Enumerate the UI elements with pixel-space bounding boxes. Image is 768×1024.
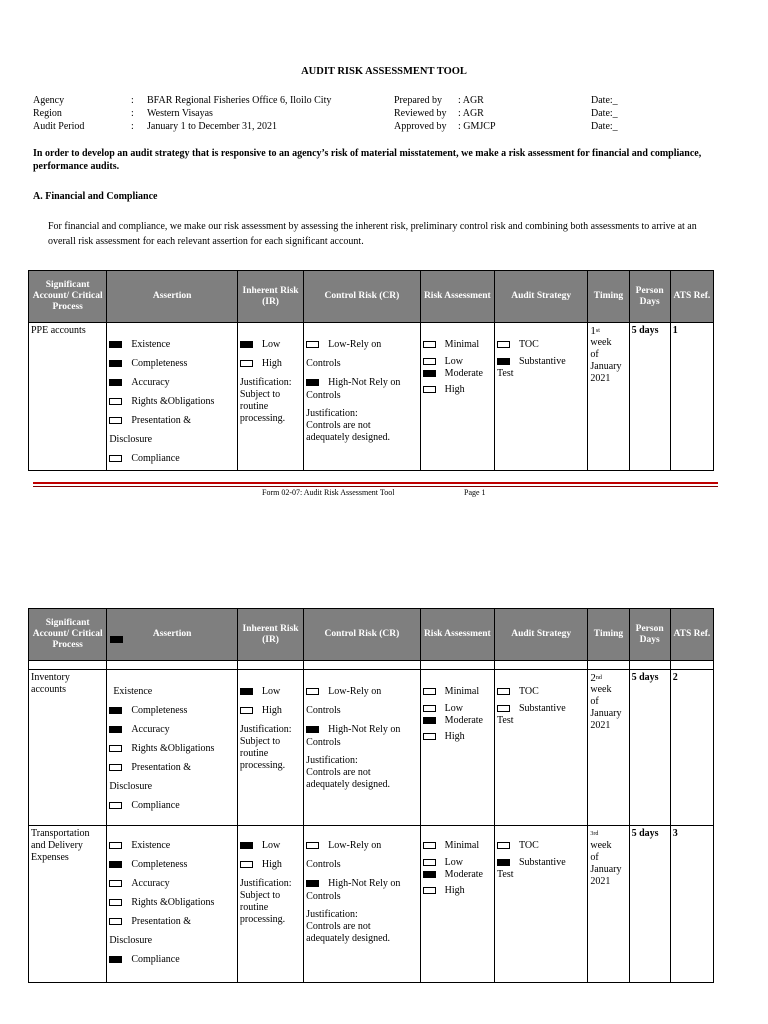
checkbox-unchecked[interactable] bbox=[497, 688, 510, 695]
as-substantive: Substantive bbox=[518, 356, 566, 367]
checkbox-unchecked[interactable] bbox=[109, 899, 122, 906]
cr-justification-text: adequately designed. bbox=[306, 779, 391, 790]
assertion-disclosure: Disclosure bbox=[109, 434, 153, 445]
col-header-timing: Timing bbox=[588, 609, 629, 661]
cr-high: High-Not Rely on bbox=[328, 377, 401, 388]
assertion-cell bbox=[107, 670, 238, 826]
cr-justification-text: adequately designed. bbox=[306, 933, 391, 944]
table-header-row bbox=[29, 609, 714, 661]
assertion-existence: Existence bbox=[131, 339, 171, 350]
checkbox-checked[interactable] bbox=[109, 341, 122, 348]
colon: : bbox=[131, 108, 134, 119]
as-test: Test bbox=[496, 368, 514, 379]
ra-high: High bbox=[444, 731, 465, 742]
cr-controls: Controls bbox=[306, 390, 341, 401]
checkbox-unchecked[interactable] bbox=[109, 745, 122, 752]
region-label: Region bbox=[33, 108, 62, 119]
assertion-completeness: Completeness bbox=[131, 705, 188, 716]
checkbox-unchecked[interactable] bbox=[497, 705, 510, 712]
person-days-cell: 5 days bbox=[629, 323, 670, 471]
col-header-timing: Timing bbox=[588, 271, 629, 323]
cr-justification: Justification: bbox=[306, 408, 358, 419]
section-heading: A. Financial and Compliance bbox=[33, 191, 158, 202]
cr-low: Low-Rely on bbox=[328, 339, 382, 350]
checkbox-unchecked[interactable] bbox=[109, 802, 122, 809]
table-header-row bbox=[29, 271, 714, 323]
checkbox-unchecked[interactable] bbox=[306, 842, 319, 849]
col-header-audit-strategy: Audit Strategy bbox=[494, 271, 587, 323]
risk-assessment-cell bbox=[420, 670, 494, 826]
col-header-control-risk: Control Risk (CR) bbox=[304, 271, 421, 323]
checkbox-unchecked[interactable] bbox=[423, 688, 436, 695]
ra-minimal: Minimal bbox=[444, 840, 480, 851]
table-row bbox=[29, 826, 714, 983]
colon: : bbox=[131, 121, 134, 132]
col-header-control-risk: Control Risk (CR) bbox=[304, 609, 421, 661]
checkbox-unchecked[interactable] bbox=[497, 341, 510, 348]
checkbox-checked[interactable] bbox=[109, 956, 122, 963]
checkbox-checked[interactable] bbox=[497, 358, 510, 365]
ir-high: High bbox=[261, 358, 282, 369]
ra-moderate: Moderate bbox=[444, 368, 483, 379]
section-paragraph: For financial and compliance, we make our risk assessment by assessing the inherent risk, preliminary control risk and combining both assessments to arrive at an overall risk assessment for each relevant assertion for each significant account. bbox=[48, 221, 697, 247]
ir-justification: Justification: bbox=[239, 377, 292, 388]
timing-of: of bbox=[590, 349, 599, 360]
timing-week: week bbox=[590, 684, 612, 695]
cr-justification: Justification: bbox=[306, 909, 358, 920]
period-value: January 1 to December 31, 2021 bbox=[147, 121, 277, 132]
ir-justification: Justification: bbox=[239, 878, 292, 889]
checkbox-checked[interactable] bbox=[306, 726, 319, 733]
checkbox-unchecked[interactable] bbox=[497, 842, 510, 849]
agency-label: Agency bbox=[33, 95, 65, 106]
checkbox-checked[interactable] bbox=[109, 360, 122, 367]
prepared-value: : AGR bbox=[458, 95, 484, 106]
checkbox-unchecked[interactable] bbox=[240, 861, 253, 868]
timing-month: January bbox=[590, 361, 622, 372]
ra-moderate: Moderate bbox=[444, 715, 483, 726]
checkbox-unchecked[interactable] bbox=[109, 842, 122, 849]
assertion-rights: Rights &Obligations bbox=[131, 743, 215, 754]
checkbox-checked[interactable] bbox=[423, 370, 436, 377]
spacer-row bbox=[29, 661, 714, 670]
intro-paragraph: In order to develop an audit strategy that is responsive to an agency’s risk of material misstatement, we make a risk assessment for financial and compliance, performance audits. bbox=[33, 148, 702, 172]
as-substantive: Substantive bbox=[518, 703, 566, 714]
ats-ref-cell: 2 bbox=[670, 670, 713, 826]
checkbox-unchecked[interactable] bbox=[306, 341, 319, 348]
control-risk-cell bbox=[304, 323, 421, 471]
assertion-rights: Rights &Obligations bbox=[131, 396, 215, 407]
assertion-existence: Existence bbox=[113, 686, 153, 697]
ir-low: Low bbox=[261, 339, 281, 350]
checkbox-unchecked[interactable] bbox=[109, 880, 122, 887]
cr-justification-text: Controls are not bbox=[306, 921, 371, 932]
checkbox-unchecked[interactable] bbox=[240, 360, 253, 367]
ra-moderate: Moderate bbox=[444, 869, 483, 880]
col-header-risk-assessment: Risk Assessment bbox=[420, 271, 494, 323]
col-header-ats-ref: ATS Ref. bbox=[670, 271, 713, 323]
assertion-cell bbox=[107, 826, 238, 983]
risk-assessment-cell bbox=[420, 826, 494, 983]
cr-controls: Controls bbox=[306, 705, 341, 716]
ir-justification-text: Subject to bbox=[239, 890, 281, 901]
ra-minimal: Minimal bbox=[444, 339, 480, 350]
ir-high: High bbox=[261, 859, 282, 870]
risk-table-page1 bbox=[28, 270, 714, 471]
checkbox-unchecked[interactable] bbox=[240, 707, 253, 714]
ir-high: High bbox=[261, 705, 282, 716]
timing-year: 2021 bbox=[590, 720, 611, 731]
col-header-person-days: Person Days bbox=[629, 271, 670, 323]
ir-justification-text: Subject to bbox=[239, 389, 281, 400]
timing-of: of bbox=[590, 852, 599, 863]
ra-minimal: Minimal bbox=[444, 686, 480, 697]
control-risk-cell bbox=[304, 826, 421, 983]
date-label: Date:_ bbox=[591, 121, 618, 132]
timing-ordinal-suffix: nd bbox=[595, 675, 602, 681]
timing-cell bbox=[588, 826, 629, 983]
assertion-compliance: Compliance bbox=[131, 453, 180, 464]
cr-controls: Controls bbox=[306, 358, 341, 369]
checkbox-checked[interactable] bbox=[240, 341, 253, 348]
ir-justification-text: routine bbox=[239, 748, 269, 759]
checkbox-unchecked[interactable] bbox=[423, 842, 436, 849]
ra-low: Low bbox=[444, 356, 464, 367]
as-toc: TOC bbox=[518, 840, 539, 851]
checkbox-unchecked[interactable] bbox=[109, 455, 122, 462]
ir-justification-text: processing. bbox=[239, 914, 286, 925]
audit-strategy-cell bbox=[494, 323, 587, 471]
checkbox-unchecked[interactable] bbox=[109, 398, 122, 405]
risk-table-page2 bbox=[28, 608, 714, 983]
col-header-account: Significant Account/ Critical Process bbox=[29, 271, 107, 323]
assertion-disclosure: Disclosure bbox=[109, 935, 153, 946]
col-header-person-days: Person Days bbox=[629, 609, 670, 661]
col-header-audit-strategy: Audit Strategy bbox=[494, 609, 587, 661]
timing-cell bbox=[588, 670, 629, 826]
col-header-inherent-risk: Inherent Risk (IR) bbox=[237, 609, 303, 661]
colon: : bbox=[131, 95, 134, 106]
checkbox-checked[interactable] bbox=[240, 842, 253, 849]
ir-justification-text: processing. bbox=[239, 760, 286, 771]
checkbox-unchecked[interactable] bbox=[109, 764, 122, 771]
col-header-inherent-risk: Inherent Risk (IR) bbox=[237, 271, 303, 323]
timing-ordinal-suffix: 3rd bbox=[590, 831, 599, 837]
timing-week: week bbox=[590, 337, 612, 348]
assertion-completeness: Completeness bbox=[131, 358, 188, 369]
ra-low: Low bbox=[444, 857, 464, 868]
col-header-ats-ref: ATS Ref. bbox=[670, 609, 713, 661]
checkbox-unchecked[interactable] bbox=[423, 386, 436, 393]
cr-high: High-Not Rely on bbox=[328, 878, 401, 889]
cr-controls: Controls bbox=[306, 859, 341, 870]
ir-justification-text: routine bbox=[239, 401, 269, 412]
header-row-period bbox=[33, 121, 733, 134]
col-header-account: Significant Account/ Critical Process bbox=[29, 609, 107, 661]
approved-label: Approved by bbox=[394, 121, 447, 132]
checkbox-unchecked[interactable] bbox=[109, 918, 122, 925]
person-days-cell: 5 days bbox=[629, 826, 670, 983]
assertion-existence: Existence bbox=[131, 840, 171, 851]
table-row bbox=[29, 670, 714, 826]
cr-low: Low-Rely on bbox=[328, 686, 382, 697]
account-cell: Inventory accounts bbox=[29, 670, 107, 826]
ra-low: Low bbox=[444, 703, 464, 714]
timing-cell bbox=[588, 323, 629, 471]
ra-high: High bbox=[444, 384, 465, 395]
checkbox-checked[interactable] bbox=[423, 871, 436, 878]
ats-ref-cell: 1 bbox=[670, 323, 713, 471]
audit-strategy-cell bbox=[494, 826, 587, 983]
cr-low: Low-Rely on bbox=[328, 840, 382, 851]
inherent-risk-cell bbox=[237, 323, 303, 471]
ir-low: Low bbox=[261, 686, 281, 697]
as-test: Test bbox=[496, 869, 514, 880]
timing-ordinal: 1 bbox=[590, 325, 596, 337]
assertion-rights: Rights &Obligations bbox=[131, 897, 215, 908]
assertion-presentation: Presentation & bbox=[131, 916, 192, 927]
ir-justification-text: routine bbox=[239, 902, 269, 913]
region-value: Western Visayas bbox=[147, 108, 213, 119]
timing-ordinal: 2 bbox=[590, 672, 596, 684]
agency-value: BFAR Regional Fisheries Office 6, Iloilo City bbox=[147, 95, 332, 106]
ats-ref-cell: 3 bbox=[670, 826, 713, 983]
checkbox-unchecked[interactable] bbox=[423, 859, 436, 866]
checkbox-unchecked[interactable] bbox=[423, 887, 436, 894]
assertion-disclosure: Disclosure bbox=[109, 781, 153, 792]
ir-justification-text: Subject to bbox=[239, 736, 281, 747]
inherent-risk-cell bbox=[237, 826, 303, 983]
account-cell: PPE accounts bbox=[29, 323, 107, 471]
timing-month: January bbox=[590, 864, 622, 875]
checkbox-checked[interactable] bbox=[109, 726, 122, 733]
person-days-cell: 5 days bbox=[629, 670, 670, 826]
assertion-accuracy: Accuracy bbox=[131, 878, 170, 889]
checkbox-unchecked[interactable] bbox=[423, 341, 436, 348]
assertion-compliance: Compliance bbox=[131, 954, 180, 965]
assertion-completeness: Completeness bbox=[131, 859, 188, 870]
checkbox-checked[interactable] bbox=[423, 717, 436, 724]
checkbox-checked[interactable] bbox=[109, 707, 122, 714]
footer-rule bbox=[33, 482, 718, 484]
reviewed-label: Reviewed by bbox=[394, 108, 447, 119]
checkbox-unchecked[interactable] bbox=[306, 688, 319, 695]
assertion-compliance: Compliance bbox=[131, 800, 180, 811]
cr-controls: Controls bbox=[306, 891, 341, 902]
checkbox-checked[interactable] bbox=[306, 880, 319, 887]
assertion-presentation: Presentation & bbox=[131, 415, 192, 426]
checkbox-checked[interactable] bbox=[306, 379, 319, 386]
col-header-risk-assessment: Risk Assessment bbox=[420, 609, 494, 661]
table-row bbox=[29, 323, 714, 471]
col-header-assertion: Assertion bbox=[107, 271, 238, 323]
timing-ordinal-suffix: st bbox=[595, 328, 600, 334]
header-row-region bbox=[33, 108, 733, 121]
col-header-assertion bbox=[107, 609, 238, 661]
cr-high: High-Not Rely on bbox=[328, 724, 401, 735]
checkbox-checked[interactable] bbox=[109, 379, 122, 386]
checkbox-checked[interactable] bbox=[109, 861, 122, 868]
col-header-assertion-label: Assertion bbox=[152, 629, 192, 639]
footer-form-name: Form 02-07: Audit Risk Assessment Tool bbox=[262, 488, 395, 497]
checkbox-unchecked[interactable] bbox=[423, 705, 436, 712]
checkbox-checked[interactable] bbox=[240, 688, 253, 695]
assertion-accuracy: Accuracy bbox=[131, 724, 170, 735]
as-test: Test bbox=[496, 715, 514, 726]
period-label: Audit Period bbox=[33, 121, 85, 132]
header-row-agency bbox=[33, 95, 733, 108]
checkbox-unchecked[interactable] bbox=[423, 733, 436, 740]
timing-year: 2021 bbox=[590, 876, 611, 887]
cr-justification-text: Controls are not bbox=[306, 420, 371, 431]
inherent-risk-cell bbox=[237, 670, 303, 826]
date-label: Date:_ bbox=[591, 95, 618, 106]
audit-strategy-cell bbox=[494, 670, 587, 826]
as-toc: TOC bbox=[518, 686, 539, 697]
timing-year: 2021 bbox=[590, 373, 611, 384]
cr-controls: Controls bbox=[306, 737, 341, 748]
timing-month: January bbox=[590, 708, 622, 719]
ir-justification: Justification: bbox=[239, 724, 292, 735]
assertion-cell bbox=[107, 323, 238, 471]
as-toc: TOC bbox=[518, 339, 539, 350]
footer-rule-thin bbox=[33, 486, 718, 487]
control-risk-cell bbox=[304, 670, 421, 826]
checkbox-unchecked[interactable] bbox=[109, 417, 122, 424]
ra-high: High bbox=[444, 885, 465, 896]
checkbox-checked[interactable] bbox=[497, 859, 510, 866]
checkbox-checked[interactable] bbox=[110, 636, 123, 643]
timing-week: week bbox=[590, 840, 612, 851]
approved-value: : GMJCP bbox=[458, 121, 496, 132]
footer-page-number: Page 1 bbox=[464, 488, 486, 497]
cr-justification-text: Controls are not bbox=[306, 767, 371, 778]
ir-low: Low bbox=[261, 840, 281, 851]
as-substantive: Substantive bbox=[518, 857, 566, 868]
account-cell: Transportation and Delivery Expenses bbox=[29, 826, 107, 983]
timing-of: of bbox=[590, 696, 599, 707]
ir-justification-text: processing. bbox=[239, 413, 286, 424]
prepared-label: Prepared by bbox=[394, 95, 443, 106]
assertion-accuracy: Accuracy bbox=[131, 377, 170, 388]
date-label: Date:_ bbox=[591, 108, 618, 119]
cr-justification: Justification: bbox=[306, 755, 358, 766]
risk-assessment-cell bbox=[420, 323, 494, 471]
document-title: AUDIT RISK ASSESSMENT TOOL bbox=[301, 66, 467, 77]
checkbox-unchecked[interactable] bbox=[423, 358, 436, 365]
cr-justification-text: adequately designed. bbox=[306, 432, 391, 443]
reviewed-value: : AGR bbox=[458, 108, 484, 119]
assertion-presentation: Presentation & bbox=[131, 762, 192, 773]
